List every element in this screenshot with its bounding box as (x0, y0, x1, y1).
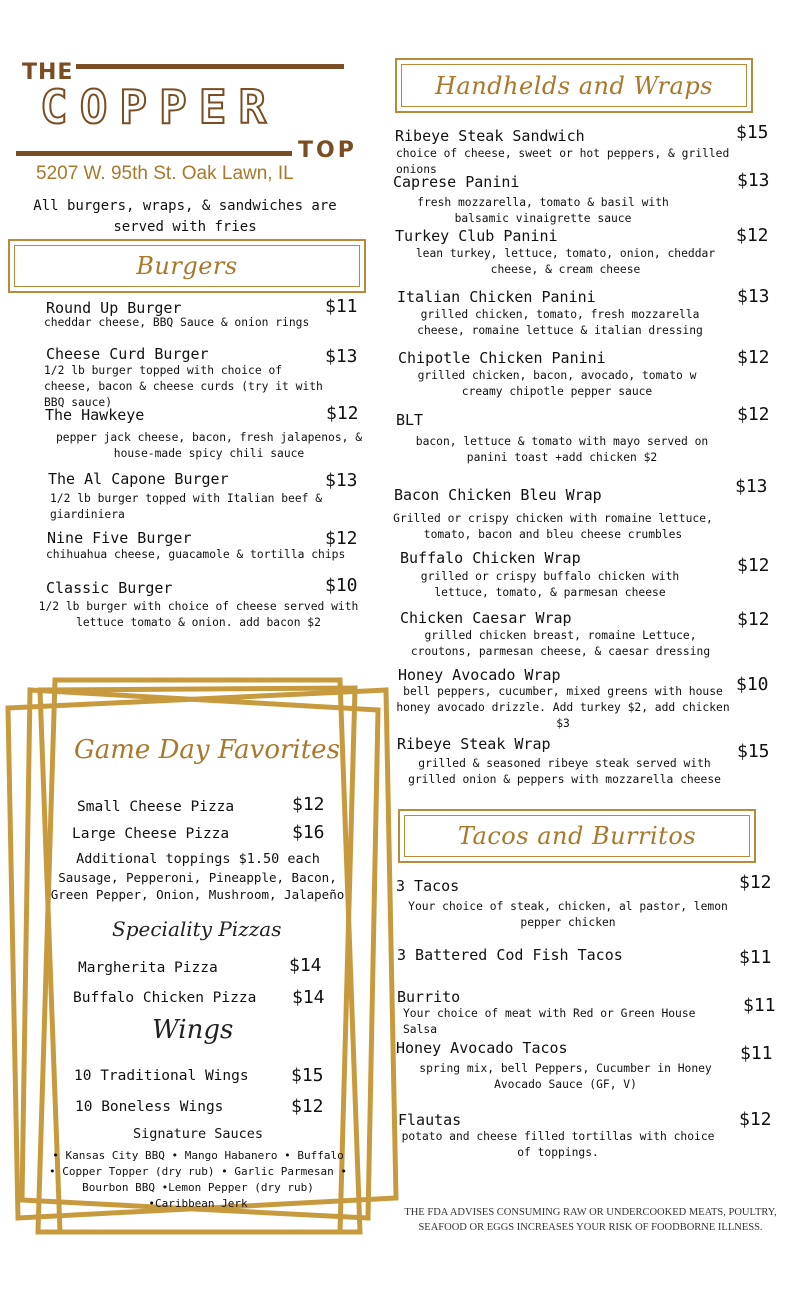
taco-desc: Your choice of meat with Red or Green House Salsa (403, 1007, 696, 1036)
handheld-price: $13 (735, 476, 768, 497)
handheld-desc: grilled & seasoned ribeye steak served with grilled onion & peppers with mozzarella cheese (408, 757, 721, 786)
handheld-desc: grilled chicken breast, romaine Lettuce, croutons, parmesan cheese, & caesar dressing (410, 629, 711, 658)
burger-name: Cheese Curd Burger (46, 345, 209, 363)
handheld-price: $12 (737, 404, 770, 425)
handheld-desc: grilled or crispy buffalo chicken with lettuce, tomato, & parmesan cheese (420, 570, 680, 599)
taco-name: 3 Tacos (396, 877, 460, 895)
burger-price: $13 (325, 346, 358, 367)
handheld-price: $13 (737, 170, 770, 191)
handheld-price: $15 (737, 741, 770, 762)
handheld-desc: lean turkey, lettuce, tomato, onion, cheddar cheese, & cream cheese (415, 247, 716, 276)
burger-desc: 1/2 lb burger topped with Italian beef & giardiniera (50, 492, 323, 521)
taco-name: Flautas (398, 1111, 462, 1129)
burger-price: $13 (325, 470, 358, 491)
tacos-title: Tacos and Burritos (457, 822, 697, 850)
burger-desc: cheddar cheese, BBQ Sauce & onion rings (44, 316, 310, 329)
pizza-price: $16 (292, 822, 325, 843)
burger-name: The Hawkeye (45, 406, 145, 424)
handheld-price: $12 (737, 347, 770, 368)
burger-name: Classic Burger (46, 579, 173, 597)
handheld-price: $13 (737, 286, 770, 307)
taco-desc: spring mix, bell Peppers, Cucumber in Honey Avocado Sauce (GF, V) (419, 1062, 712, 1091)
handheld-name: Honey Avocado Wrap (398, 666, 561, 684)
handhelds-header (395, 58, 753, 113)
pizza-price: $14 (292, 987, 325, 1008)
wings-price: $12 (291, 1096, 324, 1117)
handheld-desc: bacon, lettuce & tomato with mayo served on panini toast +add chicken $2 (415, 435, 709, 464)
handheld-price: $10 (736, 674, 769, 695)
handheld-price: $12 (737, 609, 770, 630)
handheld-desc: grilled chicken, bacon, avocado, tomato w creamy chipotle pepper sauce (417, 369, 697, 398)
handheld-name: Ribeye Steak Sandwich (395, 127, 585, 145)
handheld-name: Chicken Caesar Wrap (400, 609, 572, 627)
pizza-name: Buffalo Chicken Pizza (73, 990, 257, 1006)
handheld-name: BLT (396, 411, 424, 429)
specialty-title: Speciality Pizzas (112, 917, 282, 941)
handheld-name: Italian Chicken Panini (397, 288, 596, 306)
wings-title: Wings (152, 1015, 234, 1045)
handheld-desc: fresh mozzarella, tomato & basil with balsamic vinaigrette sauce (417, 196, 669, 225)
burger-name: The Al Capone Burger (48, 470, 229, 488)
taco-price: $11 (740, 1043, 773, 1064)
burger-desc: chihuahua cheese, guacamole & tortilla chips (46, 548, 346, 561)
handheld-price: $12 (737, 555, 770, 576)
wings-price: $15 (291, 1065, 324, 1086)
handheld-desc: Grilled or crispy chicken with romaine lettuce, tomato, bacon and bleu cheese crumbles (393, 512, 713, 541)
restaurant-address: 5207 W. 95th St. Oak Lawn, IL (36, 163, 294, 184)
handheld-desc: grilled chicken, tomato, fresh mozzarella cheese, romaine lettuce & italian dressing (417, 308, 703, 337)
burger-desc: 1/2 lb burger topped with choice of cheese, bacon & cheese curds (try it with BBQ sauce) (44, 364, 323, 409)
burger-desc: 1/2 lb burger with choice of cheese served with lettuce tomato & onion. add bacon $2 (38, 600, 359, 629)
handheld-name: Ribeye Steak Wrap (397, 735, 551, 753)
fda-warning: THE FDA ADVISES CONSUMING RAW OR UNDERCOOKED MEATS, POULTRY, SEAFOOD OR EGGS INCREASES YOUR RISK OF FOODBORNE ILLNESS. (404, 1207, 777, 1233)
burgers-title: Burgers (136, 252, 238, 280)
handheld-name: Caprese Panini (393, 173, 520, 191)
game-day-frame (0, 0, 400, 1250)
game-day-title: Game Day Favorites (74, 735, 340, 765)
burger-price: $12 (326, 403, 359, 424)
taco-price: $12 (739, 872, 772, 893)
burger-price: $10 (325, 575, 358, 596)
burger-price: $12 (325, 528, 358, 549)
logo-copper: COPPER (40, 80, 279, 134)
taco-desc: potato and cheese filled tortillas with choice of toppings. (401, 1130, 715, 1159)
logo-the: THE (22, 60, 74, 85)
burger-price: $11 (325, 296, 358, 317)
burger-name: Round Up Burger (46, 299, 182, 317)
burger-name: Nine Five Burger (47, 529, 192, 547)
toppings-list: Sausage, Pepperoni, Pineapple, Bacon, Green Pepper, Onion, Mushroom, Jalapeño (50, 870, 345, 902)
toppings-price: Additional toppings $1.50 each (76, 851, 320, 867)
handheld-name: Buffalo Chicken Wrap (400, 549, 581, 567)
taco-name: 3 Battered Cod Fish Tacos (397, 946, 623, 964)
logo-top: TOP (298, 138, 357, 163)
taco-price: $11 (739, 947, 772, 968)
wings-name: 10 Boneless Wings (75, 1099, 224, 1115)
handheld-price: $15 (736, 122, 769, 143)
tacos-header (398, 809, 756, 863)
handheld-name: Turkey Club Panini (395, 227, 558, 245)
pizza-name: Small Cheese Pizza (77, 799, 235, 815)
sauces-title: Signature Sauces (132, 1126, 264, 1142)
handheld-desc: choice of cheese, sweet or hot peppers, & grilled onions (396, 147, 730, 176)
taco-desc: Your choice of steak, chicken, al pastor, lemon pepper chicken (408, 900, 728, 929)
pizza-name: Large Cheese Pizza (72, 826, 230, 842)
handhelds-title: Handhelds and Wraps (434, 71, 713, 100)
handheld-name: Bacon Chicken Bleu Wrap (394, 486, 602, 504)
pizza-price: $14 (289, 955, 322, 976)
pizza-name: Margherita Pizza (78, 960, 218, 976)
taco-name: Burrito (397, 988, 461, 1006)
sauces-list: • Kansas City BBQ • Mango Habanero • Buffalo • Copper Topper (dry rub) • Garlic Parmesan • Bourbon BBQ •Lemon Pepper (dry rub) •Caribbean Jerk (48, 1149, 347, 1210)
handheld-price: $12 (736, 225, 769, 246)
taco-price: $11 (743, 995, 776, 1016)
burger-desc: pepper jack cheese, bacon, fresh jalapenos, & house-made spicy chili sauce (55, 431, 363, 460)
handheld-name: Chipotle Chicken Panini (398, 349, 606, 367)
taco-price: $12 (739, 1109, 772, 1130)
taco-name: Honey Avocado Tacos (396, 1039, 568, 1057)
fries-note: All burgers, wraps, & sandwiches are served with fries (33, 198, 337, 235)
handheld-desc: bell peppers, cucumber, mixed greens with house honey avocado drizzle. Add turkey $2, add chicken $3 (396, 685, 730, 730)
wings-name: 10 Traditional Wings (74, 1068, 249, 1084)
pizza-price: $12 (292, 794, 325, 815)
